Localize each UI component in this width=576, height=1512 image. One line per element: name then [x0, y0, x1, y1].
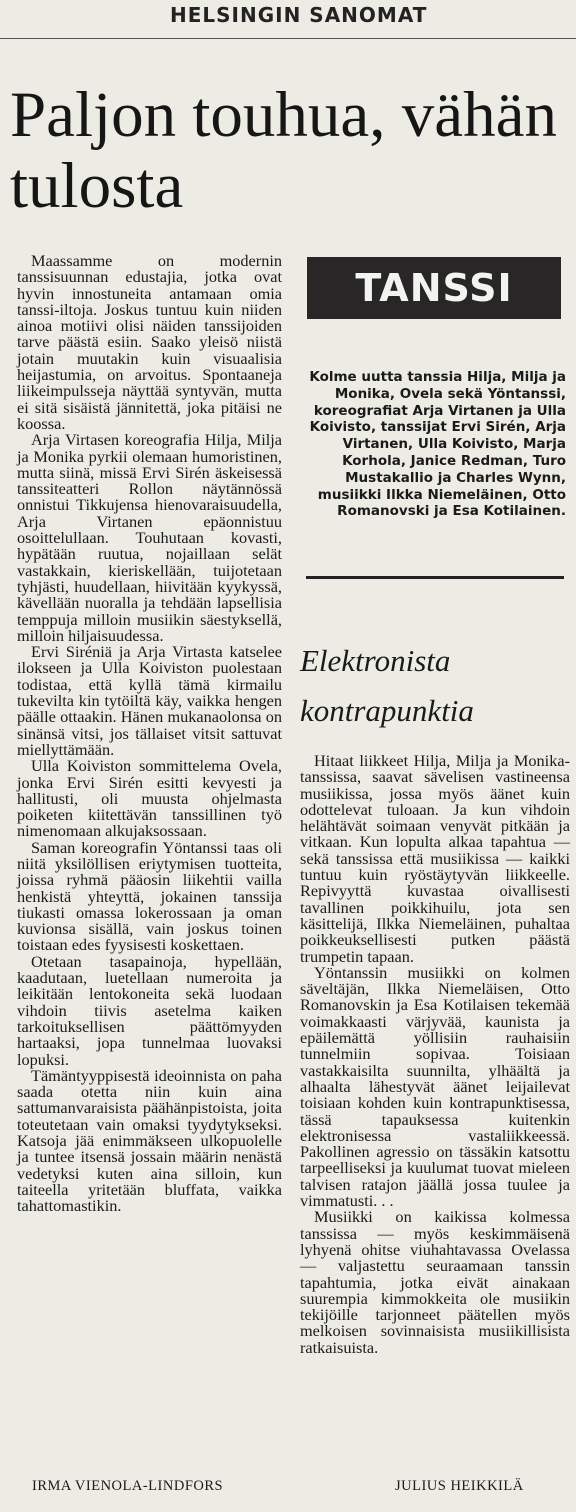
paragraph: Hitaat liikkeet Hilja, Milja ja Monika-tanssissa, saavat sävelisen vastineensa musiikissa, jossa myös äänet kuin odottelevat tuloaan. Ja kun vihdoin helähtävät soimaan venyvät pitkään ja vitkaan. Kun lopulta alkaa tapahtua — sekä tanssissa että musiikissa — kaikki tuntuu kuin ryöstäytyvän liikkeelle. Repivyyttä kuvastaa oivallisesti tavallinen poikkihuilu, jota sen käsittelijä, Ilkka Niemeläinen, puhaltaa poikkeuksellisesti putken päästä trumpetin tapaan.: [300, 751, 570, 966]
masthead: [0, 0, 576, 44]
masthead-rule: [0, 38, 576, 39]
credits-block: Kolme uutta tanssia Hilja, Milja ja Monika, Ovela sekä Yöntanssi, koreografiat Arja Virtanen ja Ulla Koivisto, tanssijat Ervi Sirén, Arja Virtanen, Ulla Koivisto, Marja Korhola, Janice Redman, Turo Mustakallio ja Charles Wynn, musiikki Ilkka Niemeläinen, Otto Romanovski ja Esa Kotilainen.: [309, 369, 566, 520]
paragraph: Otetaan tasapainoja, hypellään, kaadutaan, luetellaan numeroita ja leikitään lentokoneita sekä luodaan vihdoin tiivis asetelma kaiken tarkoituksellisen päättömyyden hartaaksi, jopa tunnelmaa luovaksi lopuksi.: [17, 951, 282, 1069]
paragraph: Maassamme on modernin tanssisuunnan edustajia, jotka ovat hyvin innostuneita antamaan omia tanssi-iltoja. Joskus tuntuu kuin niiden ainoa motiivi olisi näiden tanssijoiden tarve päästä esiin. Saako yleisö niistä jotain muutakin kuin visuaalisia heijastumia, on arvoitus. Spontaaneja liikeimpulsseja näyttää syntyvän, mutta ei sitä sisäistä jännitettä, joka pitäisi ne koossa.: [17, 251, 282, 433]
paragraph: Saman koreografin Yöntanssi taas oli niitä yksilöllisen eriytymisen tuotteita, joissa ryhmä pääosin liikehtii vailla henkistä yhteyttä, jokainen tanssija tiukasti omassa lokerossaan ja oman kuvionsa sisällä, vain joskus toinen toistaan edes fyysisesti koskettaen.: [17, 837, 282, 955]
paragraph: Tämäntyyppisestä ideoinnista on paha saada otetta niin kuin aina sattumanvaraisista päähänpistoista, joita toteutetaan vain omaksi tyydytykseksi. Katsoja jää enimmäkseen ulkopuolelle ja tuntee itsensä jossain määrin nenästä vedetyksi kuten aina silloin, kun taiteella yritetään bluffata, vaikka tahattomastikin.: [17, 1065, 282, 1216]
byline-music-critic: JULIUS HEIKKILÄ: [395, 1478, 524, 1494]
paragraph: Musiikki on kaikissa kolmessa tanssissa — myös keskimmäisenä lyhyenä ohitse viuhahtavassa Ovelassa — valjastettu seuraamaan tanssin tapahtumia, jotka eivät ainakaan suurempia kimmokkeita ole musiikin tekijöille tarjonneet päätellen myös melkoisen sovinnaisista musiikillisista ratkaisuista.: [300, 1207, 570, 1357]
right-column: [300, 753, 570, 1356]
headline: Paljon touhua, vähän tulosta: [10, 79, 557, 222]
paragraph: Arja Virtasen koreografia Hilja, Milja ja Monika pyrkii olemaan humoristinen, mutta siinä, missä Ervi Sirén äskeisessä tanssiteatteri Rollon näytännössä onnistui Tikkujensa hienovaraisuudella, Arja Virtanen epäonnistuu osoittelullaan. Touhutaan kovasti, hypätään ruutua, nojaillaan selät vastakkain, kieriskellään, tuijotetaan tyhjästi, huudellaan, hiivitään kyykyssä, kävellään nuoralla ja tehdään lapsellisia temppuja milloin musiikin säestyksellä, milloin hiljaisuudessa.: [17, 430, 282, 645]
paragraph: Yöntanssin musiikki on kolmen säveltäjän, Ilkka Niemeläisen, Otto Romanovskin ja Esa Kotilaisen tekemää voimakkaasti värjyvää, kaunista ja epäilemättä yöllisiin rauhaisiin tunnelmiin sopivaa. Toisiaan vastakkaisilta suunnilta, ylhäältä ja alhaalta lähestyvät äänet leijailevat toisiaan kohden kuin kontrapunktisessa, tässä tapauksessa kuitenkin elektronisessa vastaliikkeessä. Pakollinen agressio on tässäkin katsottu tarpeelliseksi ja kuulumat tuovat mieleen talvisen ratajon jäällä jossa tuulee ja vimmatusti. . .: [300, 962, 570, 1211]
paragraph: Ulla Koiviston sommittelema Ovela, jonka Ervi Sirén esitti kevyesti ja hallitusti, oli muusta ohjelmasta poiketen kiitettävän tanssillinen työ nimenomaan alkujaksossaan.: [17, 756, 282, 841]
category-box: TANSSI: [307, 257, 561, 319]
paragraph: Ervi Siréniä ja Arja Virtasta katselee ilokseen ja Ulla Koiviston puolestaan todistaa, että kyllä tämä kirmailu tukevilta kin tytöiltä käy, vaikka hengen päälle ottaakin. Hänen mukanaolonsa on sinänsä vitsi, jos tällaiset vitsit sattuvat miellyttämään.: [17, 642, 282, 759]
left-column: [17, 253, 282, 1215]
subheading: Elektronista kontrapunktia: [300, 643, 474, 728]
byline-dance-critic: IRMA VIENOLA-LINDFORS: [32, 1478, 224, 1494]
section-divider: [306, 576, 564, 579]
newspaper-name: HELSINGIN SANOMAT: [170, 3, 428, 27]
